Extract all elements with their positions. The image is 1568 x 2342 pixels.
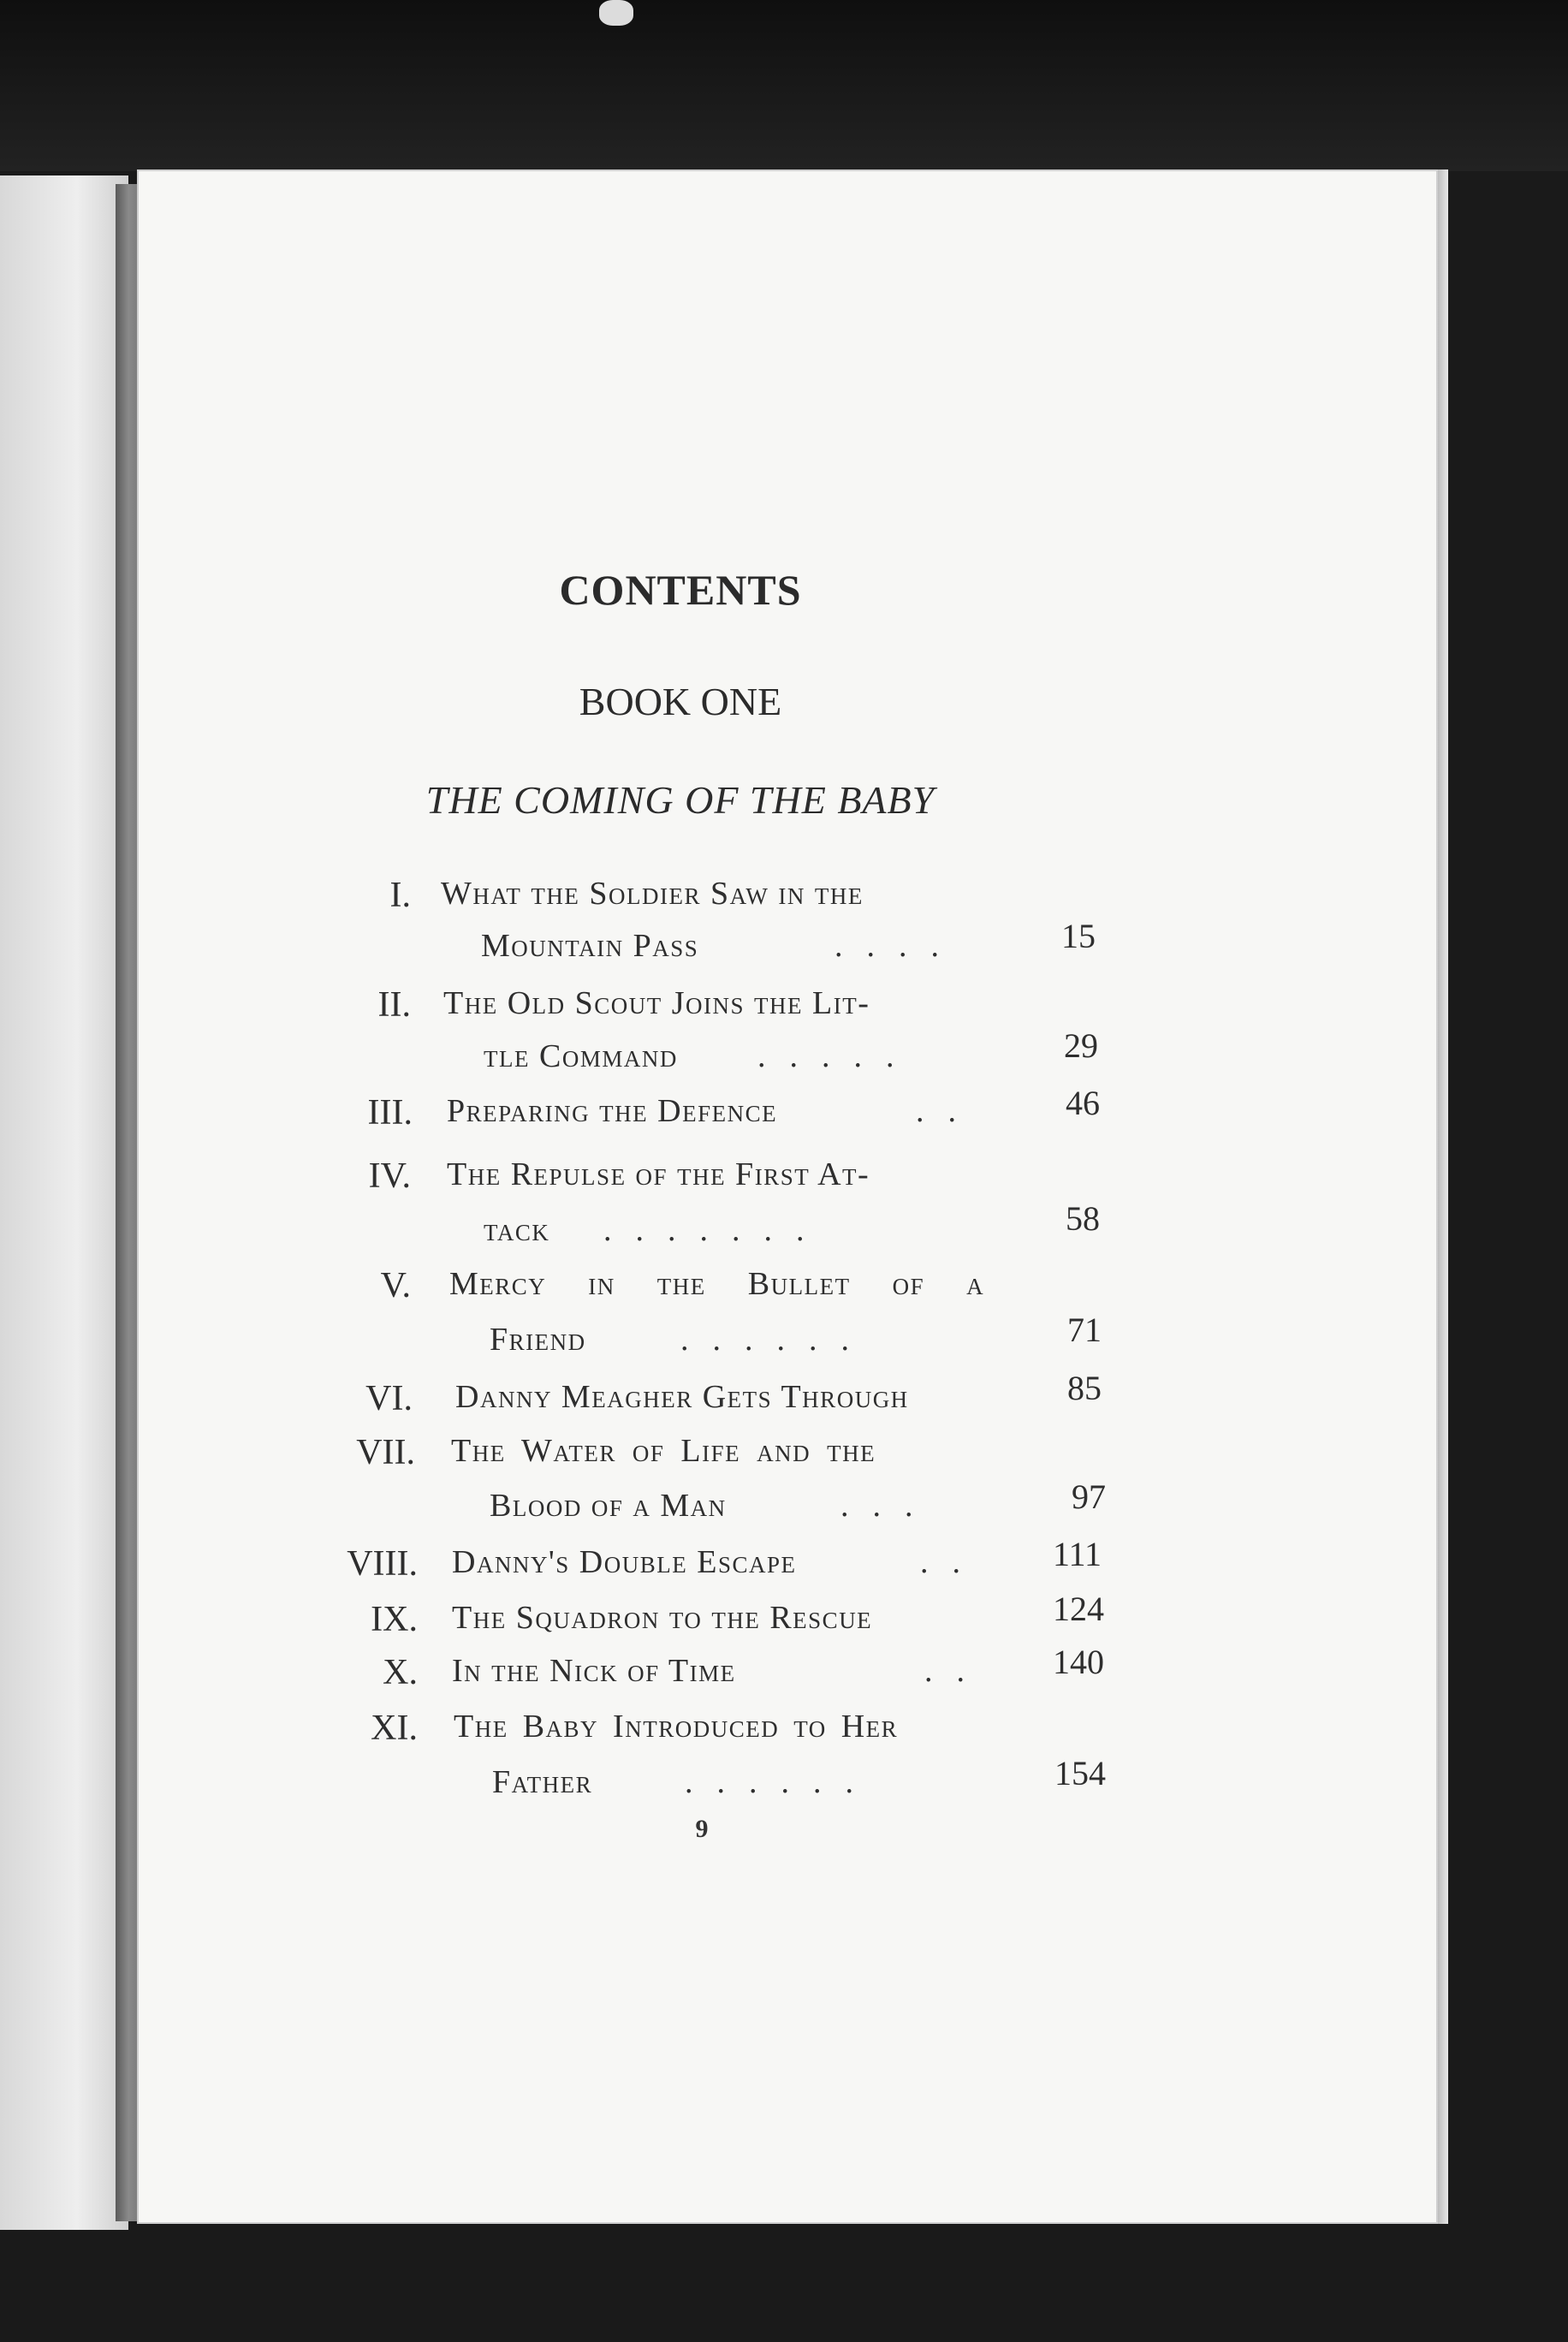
leader-dots: .....	[757, 1038, 918, 1074]
leader-dots: ......	[685, 1764, 877, 1800]
chapter-numeral: X.	[383, 1653, 418, 1692]
chapter-title: The Water of Life and the	[451, 1433, 876, 1469]
chapter-numeral: VII.	[356, 1433, 415, 1472]
chapter-page: 58	[1066, 1199, 1100, 1238]
chapter-numeral: XI.	[371, 1709, 418, 1748]
book-label: BOOK ONE	[579, 680, 782, 723]
chapter-title: The Repulse of the First At-	[447, 1156, 870, 1192]
chapter-page: 154	[1054, 1754, 1106, 1792]
chapter-page: 85	[1067, 1369, 1102, 1407]
chapter-numeral: V.	[380, 1266, 411, 1305]
leader-dots: ..	[916, 1093, 980, 1129]
chapter-title-continued: tle Command	[484, 1038, 678, 1074]
chapter-numeral: I.	[389, 876, 411, 915]
contents-heading: CONTENTS	[559, 566, 802, 614]
chapter-title: Danny Meagher Gets Through	[455, 1379, 909, 1415]
chapter-page: 15	[1061, 917, 1096, 955]
chapter-numeral: III.	[367, 1093, 413, 1132]
chapter-page: 71	[1067, 1311, 1102, 1349]
chapter-page: 124	[1053, 1590, 1104, 1628]
chapter-numeral: VI.	[365, 1379, 413, 1418]
chapter-title-continued: Blood of a Man	[490, 1488, 727, 1524]
chapter-title: The Squadron to the Rescue	[452, 1600, 873, 1636]
page-edge	[1438, 169, 1448, 2224]
leader-dots: ....	[834, 928, 963, 964]
chapter-title: Preparing the Defence	[447, 1093, 778, 1129]
chapter-title-continued: Friend	[490, 1322, 586, 1358]
chapter-page: 140	[1053, 1643, 1104, 1681]
chapter-numeral: IV.	[368, 1156, 411, 1196]
chapter-title: Danny's Double Escape	[452, 1544, 797, 1580]
scan-background-top	[0, 0, 1568, 171]
chapter-title: Mercy in the Bullet of a	[449, 1266, 985, 1302]
chapter-page: 97	[1072, 1477, 1106, 1516]
chapter-title: The Old Scout Joins the Lit-	[443, 985, 870, 1021]
chapter-title: The Baby Introduced to Her	[454, 1709, 899, 1745]
scan-speck	[599, 0, 633, 26]
chapter-page: 29	[1064, 1026, 1098, 1065]
chapter-title-continued: tack	[484, 1212, 550, 1248]
leader-dots: ......	[680, 1322, 873, 1358]
book-page	[137, 169, 1438, 2224]
leader-dots: ...	[840, 1488, 937, 1524]
chapter-numeral: II.	[377, 985, 411, 1025]
chapter-title: In the Nick of Time	[452, 1653, 736, 1689]
chapter-title-continued: Mountain Pass	[481, 928, 699, 964]
page-number: 9	[695, 1815, 709, 1843]
chapter-numeral: IX.	[371, 1600, 418, 1639]
leader-dots: .......	[603, 1212, 829, 1248]
chapter-title: What the Soldier Saw in the	[441, 876, 864, 912]
chapter-title-continued: Father	[492, 1764, 593, 1800]
leader-dots: ..	[920, 1544, 984, 1580]
chapter-numeral: VIII.	[347, 1544, 418, 1584]
facing-page-edge	[0, 175, 128, 2230]
book-subtitle: THE COMING OF THE BABY	[425, 778, 935, 822]
leader-dots: ..	[924, 1653, 989, 1689]
chapter-page: 111	[1053, 1535, 1102, 1573]
chapter-page: 46	[1066, 1084, 1100, 1122]
